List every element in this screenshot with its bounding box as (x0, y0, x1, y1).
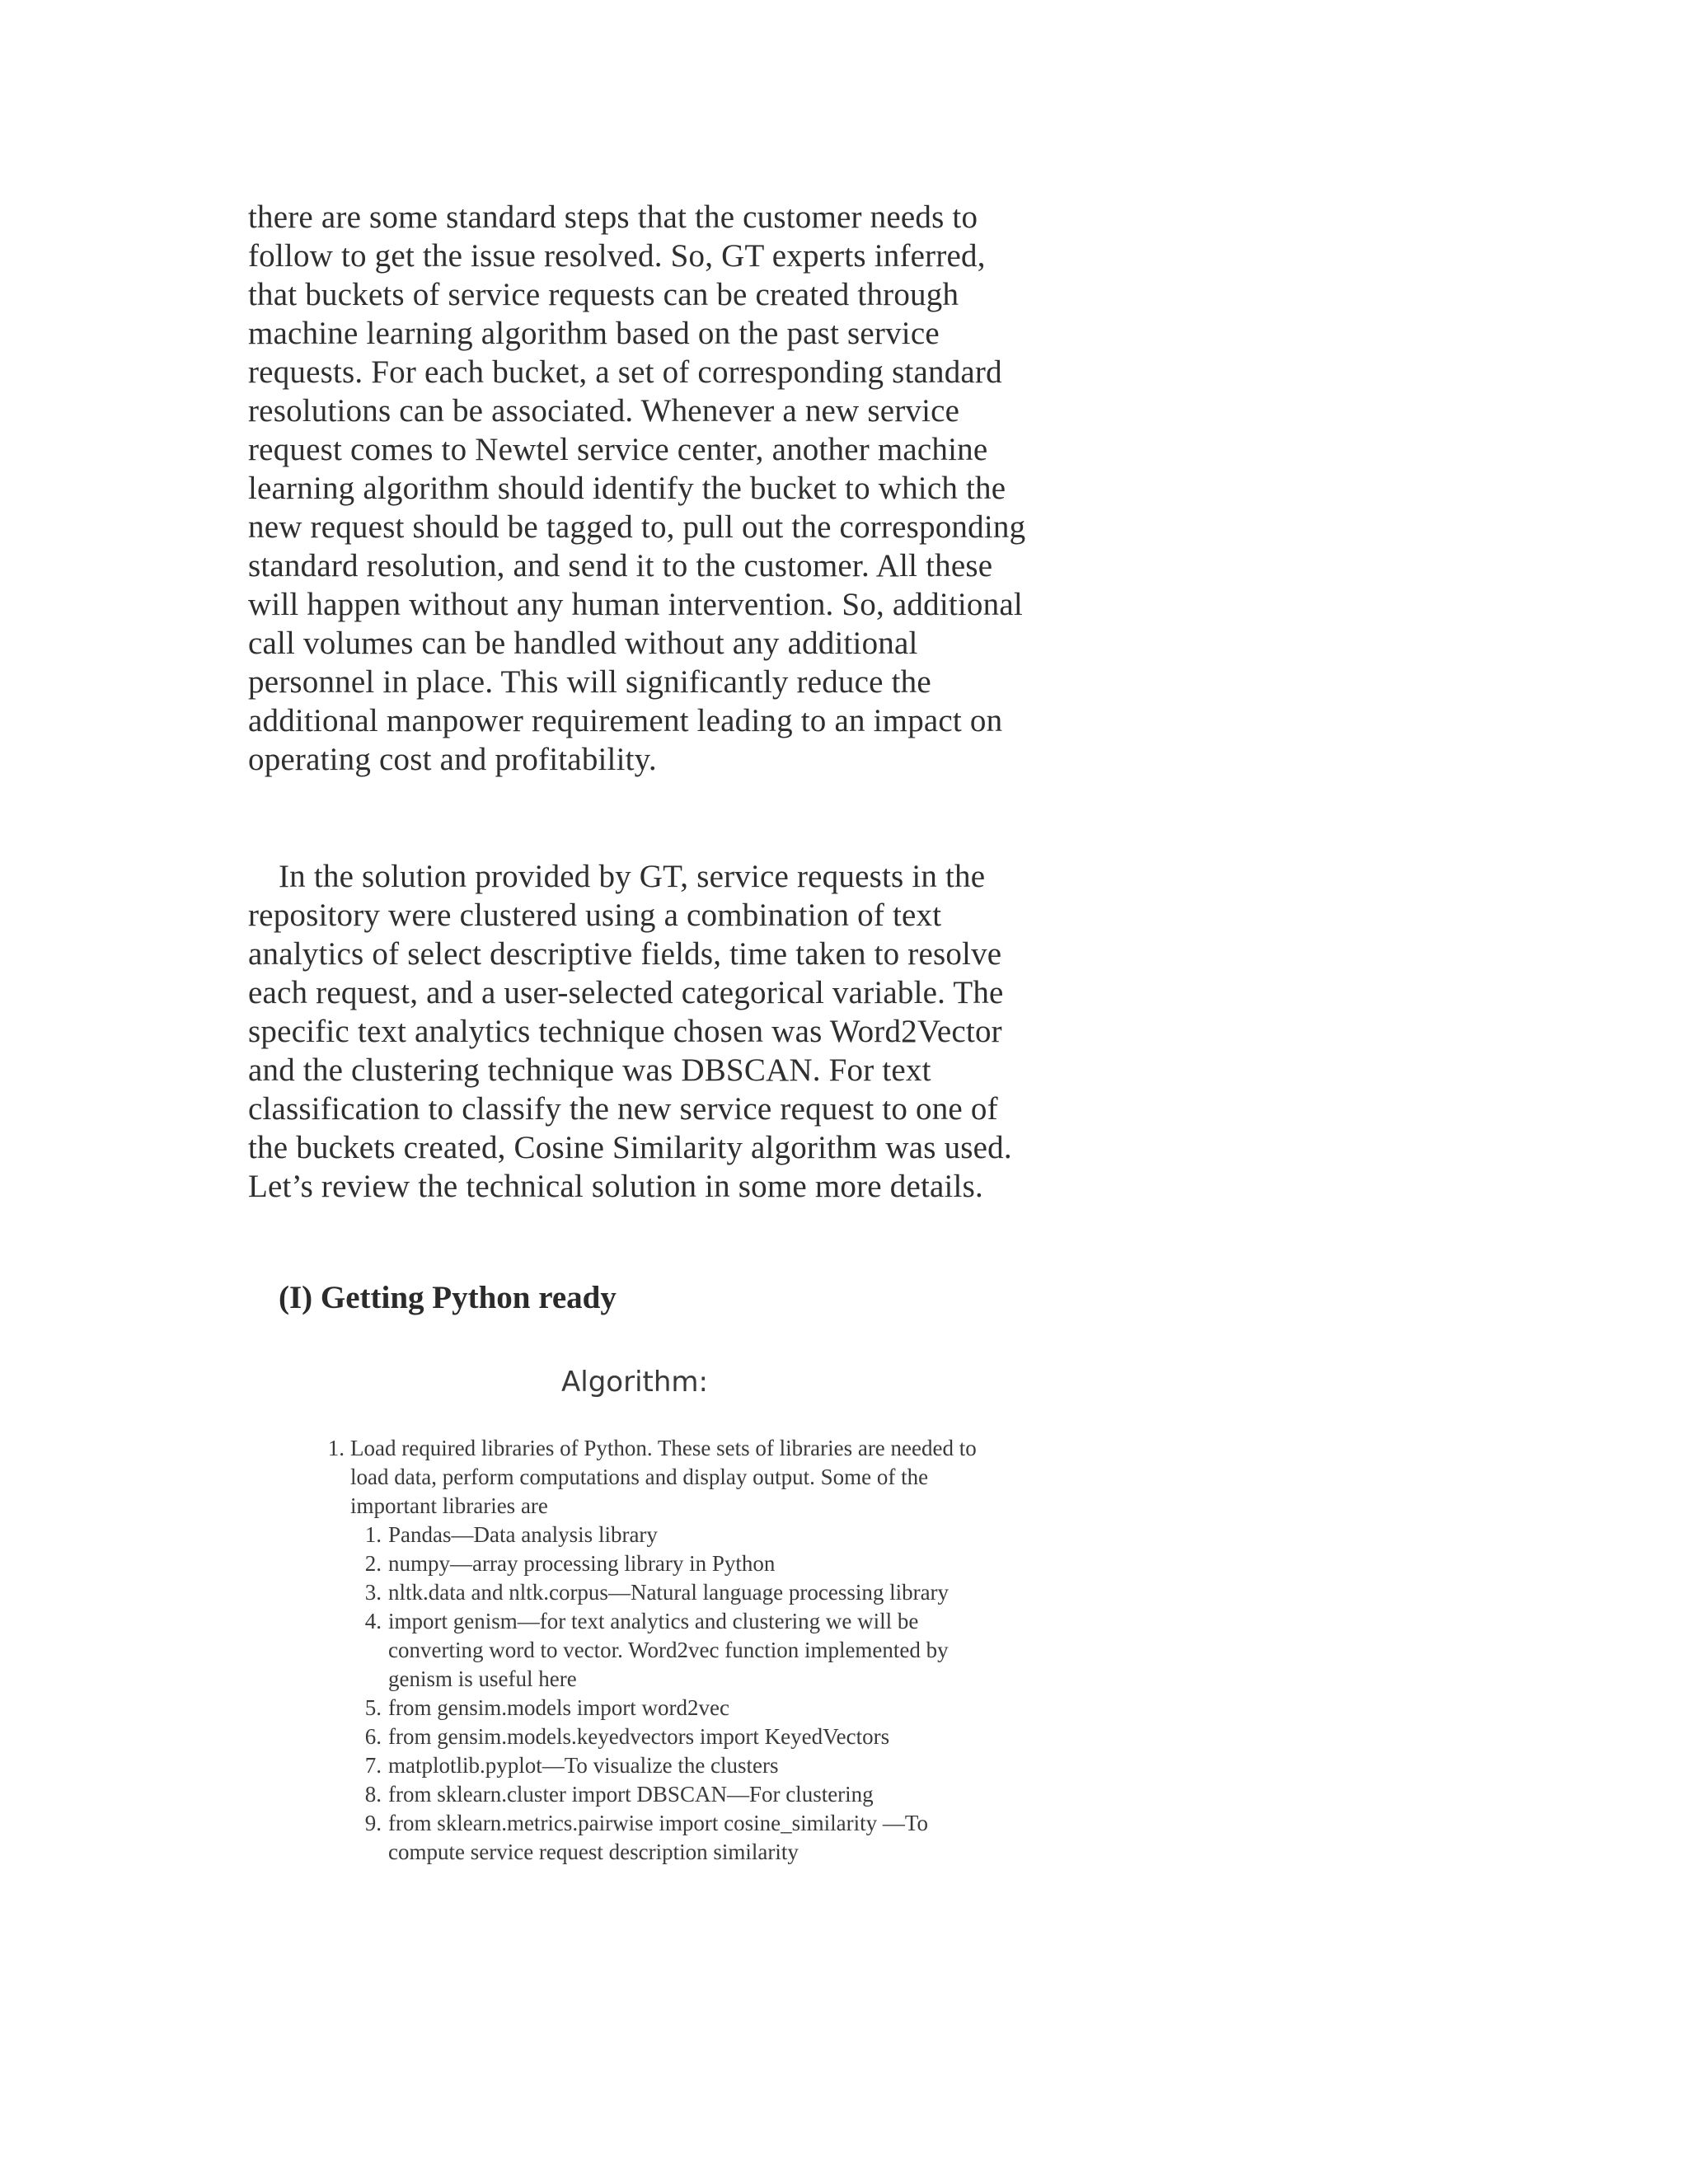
sub-list-item-text: matplotlib.pyplot—To visualize the clusters (388, 1753, 779, 1778)
sub-list-item-text: from gensim.models import word2vec (388, 1695, 729, 1720)
sub-list-item-number: 5. (364, 1695, 382, 1720)
sub-list-item (350, 1521, 997, 1549)
sub-list-item-text: Pandas—Data analysis library (388, 1522, 658, 1547)
algorithm-list (313, 1434, 997, 1867)
sub-list-item-number: 9. (364, 1811, 382, 1835)
sub-list-item-number: 4. (364, 1609, 382, 1633)
sub-list-item-text: from gensim.models.keyedvectors import KeyedVectors (388, 1724, 890, 1749)
sub-list-item-text: numpy—array processing library in Python (388, 1551, 776, 1576)
sub-list-item (350, 1722, 997, 1751)
body-paragraph: there are some standard steps that the customer needs to follow to get the issue resolved. So, GT experts inferred, that buckets of service requests can be created through machine learning algorithm based on the past service requests. For each bucket, a set of corresponding standard resolutions can be associated. Whenever a new service request comes to Newtel service center, another machine learning algorithm should identify the bucket to which the new request should be tagged to, pull out the corresponding standard resolution, and send it to the customer. All these will happen without any human intervention. So, additional call volumes can be handled without any additional personnel in place. This will significantly reduce the additional manpower requirement leading to an impact on operating cost and profitability. (248, 199, 1026, 777)
algorithm-caption: Algorithm: (561, 1366, 708, 1399)
sub-list-item (350, 1578, 997, 1607)
sub-list-item (350, 1809, 997, 1867)
sub-list-item-text: import genism—for text analytics and clustering we will be converting word to vector. Word2vec function implemented by genism is useful here (388, 1609, 949, 1691)
sub-list-item-text: from sklearn.metrics.pairwise import cosine_similarity —To compute service request description similarity (388, 1811, 928, 1864)
sub-list-item-text: from sklearn.cluster import DBSCAN—For clustering (388, 1782, 874, 1807)
list-item-number: 1. (327, 1436, 345, 1460)
sub-list-item-number: 1. (364, 1522, 382, 1547)
sub-list-item-number: 6. (364, 1724, 382, 1749)
list-item (313, 1434, 997, 1521)
section-heading: (I) Getting Python ready (279, 1280, 617, 1315)
sub-list-item-number: 7. (364, 1753, 382, 1778)
sub-list-item-number: 8. (364, 1782, 382, 1807)
sub-list-item (350, 1751, 997, 1780)
sub-list-item (350, 1694, 997, 1722)
sub-list-item (350, 1607, 997, 1694)
sub-list (350, 1521, 997, 1867)
sub-list-item-number: 3. (364, 1580, 382, 1605)
body-paragraph: In the solution provided by GT, service requests in the repository were clustered using a combination of text analytics of select descriptive fields, time taken to resolve each request, and a user-selected categorical variable. The specific text analytics technique chosen was Word2Vector and the clustering technique was DBSCAN. For text classification to classify the new service request to one of the buckets created, Cosine Similarity algorithm was used. Let’s review the technical solution in some more details. (248, 859, 1012, 1204)
sub-list-item-text: nltk.data and nltk.corpus—Natural language processing library (388, 1580, 950, 1605)
sub-list-item (350, 1780, 997, 1809)
sub-list-item-number: 2. (364, 1551, 382, 1576)
sub-list-item (350, 1549, 997, 1578)
list-item-text: Load required libraries of Python. These sets of libraries are needed to load data, perform computations and display output. Some of the important libraries are (350, 1436, 977, 1518)
